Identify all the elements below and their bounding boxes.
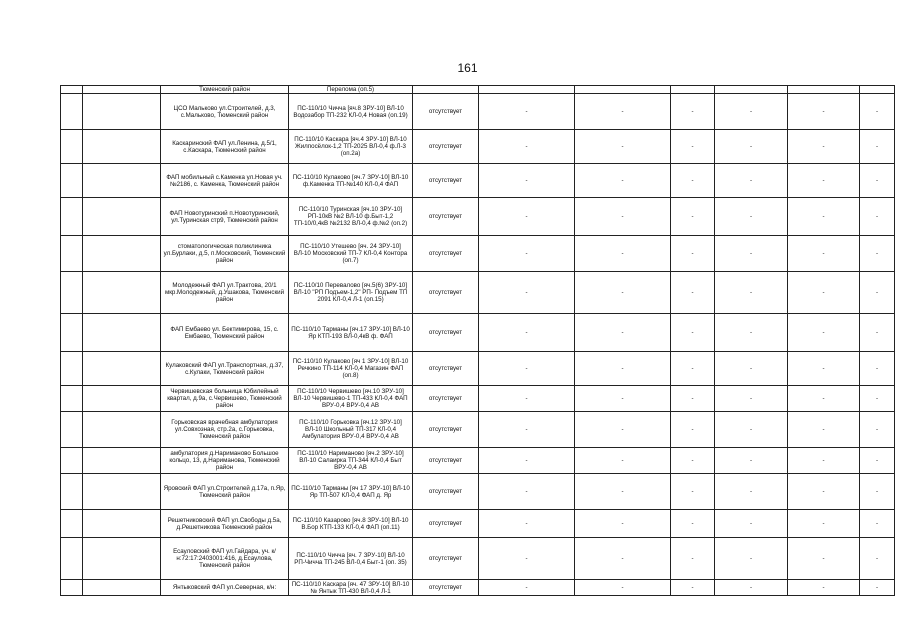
- dash-cell: -: [479, 314, 575, 352]
- status-cell: отсутствует: [413, 314, 479, 352]
- dash-cell: -: [860, 94, 895, 130]
- dash-cell: -: [860, 164, 895, 198]
- dash-cell: -: [671, 198, 715, 236]
- table-cell: [61, 236, 83, 272]
- object-cell: Есауловский ФАП ул.Гайдара, уч. к/н:72:17:2403001:416, д.Есаулова, Тюменский район: [161, 538, 289, 580]
- table-cell: [83, 474, 161, 510]
- object-cell: Кулаковский ФАП ул.Транспортная, д.37, с.Кулаки, Тюменский район: [161, 352, 289, 386]
- dash-cell: -: [575, 538, 671, 580]
- dash-cell: -: [575, 412, 671, 448]
- dash-cell: -: [788, 580, 860, 596]
- dash-cell: -: [575, 314, 671, 352]
- table-row: [61, 580, 895, 596]
- dash-cell: -: [575, 94, 671, 130]
- table-row: [61, 236, 895, 272]
- table-cell: [61, 448, 83, 474]
- dash-cell: -: [479, 198, 575, 236]
- power-source-cell: ПС-110/10 Каскара [яч.4 ЗРУ-10] ВЛ-10 Жилпосёлок-1,2 ТП-2025 ВЛ-0,4 ф.Л-3 (оп.2а): [289, 130, 413, 164]
- dash-cell: -: [575, 164, 671, 198]
- dash-cell: -: [575, 352, 671, 386]
- table-cell: [83, 314, 161, 352]
- dash-cell: -: [715, 412, 788, 448]
- dash-cell: -: [715, 198, 788, 236]
- dash-cell: -: [715, 164, 788, 198]
- power-source-cell: ПС-110/10 Чичча [яч.8 ЗРУ-10] ВЛ-10 Водозабор ТП-232 КЛ-0,4 Новая (оп.19): [289, 94, 413, 130]
- dash-cell: -: [671, 236, 715, 272]
- table-cell: [61, 474, 83, 510]
- dash-cell: -: [715, 314, 788, 352]
- dash-cell: -: [860, 448, 895, 474]
- power-source-cell: ПС-110/10 Каскара [яч. 47 ЗРУ-10] ВЛ-10 № Янтык ТП-430 ВЛ-0,4 Л-1: [289, 580, 413, 596]
- status-cell: отсутствует: [413, 272, 479, 314]
- dash-cell: -: [575, 198, 671, 236]
- dash-cell: -: [788, 538, 860, 580]
- table-row: [61, 94, 895, 130]
- dash-cell: -: [788, 412, 860, 448]
- dash-cell: -: [788, 474, 860, 510]
- table-cell: [61, 130, 83, 164]
- table-cell: [83, 352, 161, 386]
- dash-cell: -: [671, 412, 715, 448]
- object-cell: Яровский ФАП ул.Строителей д.17а, п.Яр, Тюменский район: [161, 474, 289, 510]
- dash-cell: -: [860, 236, 895, 272]
- dash-cell: -: [671, 538, 715, 580]
- table-cell: [61, 510, 83, 538]
- table-cell: [83, 164, 161, 198]
- table-row: [61, 130, 895, 164]
- table-body: [61, 86, 895, 596]
- dash-cell: -: [671, 314, 715, 352]
- dash-cell: -: [860, 538, 895, 580]
- table-cell: [83, 130, 161, 164]
- table-row: [61, 412, 895, 448]
- status-cell: отсутствует: [413, 164, 479, 198]
- dash-cell: -: [788, 386, 860, 412]
- dash-cell: -: [671, 580, 715, 596]
- dash-cell: -: [788, 314, 860, 352]
- dash-cell: -: [788, 236, 860, 272]
- object-cell: Решетниковский ФАП ул.Свободы д.5а, д.Решетникова Тюменский район: [161, 510, 289, 538]
- object-cell: ФАП Новотуринский п.Новотуринский, ул.Туринская стр9, Тюменский район: [161, 198, 289, 236]
- table-cell: [83, 94, 161, 130]
- table-row: [61, 314, 895, 352]
- table-cell: [671, 86, 715, 94]
- table-cell: [61, 580, 83, 596]
- power-source-cell: ПС-110/10 Туринская [яч.10 ЗРУ-10] РП-10кВ №2 ВЛ-10 ф.Быт-1,2 ТП-10/0,4кВ №2132 ВЛ-0,4 ф.№2 (оп.2): [289, 198, 413, 236]
- table-row: [61, 272, 895, 314]
- status-cell: отсутствует: [413, 352, 479, 386]
- table-cell: [83, 580, 161, 596]
- power-source-cell: ПС-110/10 Перевалово [яч.5(6) ЗРУ-10] ВЛ-10 "РП Подъем-1,2" РП- Подъем ТП 2091 КЛ-0,4 Л-1 (оп.15): [289, 272, 413, 314]
- object-cell: стоматологическая поликлиника ул.Бурлаки, д.5, п.Московский, Тюменский район: [161, 236, 289, 272]
- dash-cell: -: [715, 448, 788, 474]
- dash-cell: -: [860, 198, 895, 236]
- dash-cell: -: [860, 386, 895, 412]
- object-cell: Янтыковский ФАП ул.Северная, к/н:: [161, 580, 289, 596]
- dash-cell: -: [575, 130, 671, 164]
- dash-cell: -: [860, 474, 895, 510]
- dash-cell: -: [788, 352, 860, 386]
- dash-cell: -: [788, 448, 860, 474]
- dash-cell: -: [715, 272, 788, 314]
- dash-cell: -: [479, 386, 575, 412]
- dash-cell: -: [479, 130, 575, 164]
- dash-cell: -: [860, 314, 895, 352]
- status-cell: отсутствует: [413, 474, 479, 510]
- object-cell: Червишевская больница Юбилейный квартал, д.9а, с.Червишево, Тюменский район: [161, 386, 289, 412]
- table-cell: [83, 236, 161, 272]
- status-cell: отсутствует: [413, 412, 479, 448]
- power-source-cell: ПС-110/10 Тарманы [яч.17 ЗРУ-10] ВЛ-10 Яр КТП-193 ВЛ-0,4кВ ф. ФАП: [289, 314, 413, 352]
- page-number: 161: [457, 61, 478, 75]
- status-cell: отсутствует: [413, 538, 479, 580]
- dash-cell: -: [575, 580, 671, 596]
- table-cell: [61, 538, 83, 580]
- dash-cell: -: [788, 272, 860, 314]
- dash-cell: -: [671, 474, 715, 510]
- dash-cell: -: [715, 510, 788, 538]
- object-cell: Каскаринский ФАП ул.Ленина, д.5/1, с.Каскара, Тюменский район: [161, 130, 289, 164]
- dash-cell: -: [575, 236, 671, 272]
- table-row: [61, 510, 895, 538]
- dash-cell: -: [671, 352, 715, 386]
- dash-cell: -: [715, 580, 788, 596]
- dash-cell: -: [671, 130, 715, 164]
- table-cell: [83, 412, 161, 448]
- status-cell: отсутствует: [413, 580, 479, 596]
- dash-cell: -: [671, 386, 715, 412]
- power-source-cell: ПС-110/10 Утешево [яч. 24 ЗРУ-10] ВЛ-10 Московский ТП-7 КЛ-0,4 Контора (оп.7): [289, 236, 413, 272]
- table-cell: [61, 94, 83, 130]
- dash-cell: -: [788, 164, 860, 198]
- dash-cell: -: [671, 448, 715, 474]
- dash-cell: -: [860, 352, 895, 386]
- power-source-cell: ПС-110/10 Тарманы [яч 17 ЗРУ-10] ВЛ-10 Яр ТП-507 КЛ-0,4 ФАП д. Яр: [289, 474, 413, 510]
- dash-cell: -: [575, 448, 671, 474]
- dash-cell: -: [860, 130, 895, 164]
- power-source-cell: Перелома (оп.5): [289, 86, 413, 94]
- table-cell: [479, 86, 575, 94]
- dash-cell: -: [479, 510, 575, 538]
- status-cell: отсутствует: [413, 130, 479, 164]
- table-cell: [83, 198, 161, 236]
- dash-cell: -: [715, 236, 788, 272]
- dash-cell: -: [860, 510, 895, 538]
- dash-cell: -: [671, 510, 715, 538]
- table-cell: [860, 86, 895, 94]
- table-cell: [83, 448, 161, 474]
- dash-cell: -: [575, 386, 671, 412]
- power-source-cell: ПС-110/10 Кулаково [яч 1 ЗРУ-10] ВЛ-10 Речкино ТП-114 КЛ-0,4 Магазин ФАП (оп.8): [289, 352, 413, 386]
- table-row: [61, 474, 895, 510]
- dash-cell: -: [479, 164, 575, 198]
- table-cell: [575, 86, 671, 94]
- table-row: [61, 86, 895, 94]
- object-cell: ЦСО Мальково ул.Строителей, д.3, с.Мальково, Тюменский район: [161, 94, 289, 130]
- table-row: [61, 164, 895, 198]
- object-cell: ФАП мобильный с.Каменка ул.Новая уч.№2186, с. Каменка, Тюменский район: [161, 164, 289, 198]
- dash-cell: -: [671, 164, 715, 198]
- dash-cell: -: [788, 94, 860, 130]
- object-cell: ФАП Ембаево ул. Бектимирова, 15, с. Ембаево, Тюменский район: [161, 314, 289, 352]
- dash-cell: -: [671, 272, 715, 314]
- status-cell: отсутствует: [413, 94, 479, 130]
- dash-cell: -: [860, 272, 895, 314]
- dash-cell: -: [788, 198, 860, 236]
- power-source-cell: ПС-110/10 Чичча [яч. 7 ЗРУ-10] ВЛ-10 РП-Чичча ТП-245 ВЛ-0,4 Быт-1 (оп. 35): [289, 538, 413, 580]
- table-cell: [413, 86, 479, 94]
- status-cell: отсутствует: [413, 510, 479, 538]
- dash-cell: -: [479, 236, 575, 272]
- dash-cell: -: [715, 352, 788, 386]
- table-cell: [61, 272, 83, 314]
- dash-cell: -: [860, 412, 895, 448]
- table-cell: [83, 386, 161, 412]
- table-row: [61, 386, 895, 412]
- power-source-cell: ПС-110/10 Горьковка [яч.12 ЗРУ-10] ВЛ-10 Школьный ТП-317 КЛ-0,4 Амбулатория ВРУ-0,4 ВРУ-0,4 АВ: [289, 412, 413, 448]
- dash-cell: -: [575, 272, 671, 314]
- table-row: [61, 448, 895, 474]
- dash-cell: -: [575, 510, 671, 538]
- object-cell: Молодежный ФАП ул.Трактова, 20/1 мкр.Молодежный, д.Ушакова, Тюменский район: [161, 272, 289, 314]
- status-cell: отсутствует: [413, 386, 479, 412]
- table-cell: [61, 198, 83, 236]
- table-cell: [83, 538, 161, 580]
- dash-cell: -: [479, 538, 575, 580]
- dash-cell: -: [479, 580, 575, 596]
- table-cell: [61, 352, 83, 386]
- power-source-cell: ПС-110/10 Кулаково [яч.7 ЗРУ-10] ВЛ-10 ф.Каменка ТП-№140 КЛ-0,4 ФАП: [289, 164, 413, 198]
- document-table: [60, 85, 895, 596]
- dash-cell: -: [788, 130, 860, 164]
- table-cell: [83, 272, 161, 314]
- dash-cell: -: [479, 448, 575, 474]
- object-cell: амбулатория д.Нариманово Большое кольцо, 13, д.Нариманова, Тюменский район: [161, 448, 289, 474]
- table-cell: [61, 386, 83, 412]
- status-cell: отсутствует: [413, 448, 479, 474]
- dash-cell: -: [715, 474, 788, 510]
- dash-cell: -: [671, 94, 715, 130]
- dash-cell: -: [479, 412, 575, 448]
- dash-cell: -: [860, 580, 895, 596]
- table-row: [61, 352, 895, 386]
- object-cell: Горьковская врачебная амбулатория ул.Совхозная, стр.2а, с.Горьковка, Тюменский район: [161, 412, 289, 448]
- dash-cell: -: [479, 474, 575, 510]
- table-cell: [61, 314, 83, 352]
- table-cell: [788, 86, 860, 94]
- object-cell: Тюменский район: [161, 86, 289, 94]
- table-cell: [61, 86, 83, 94]
- table-cell: [83, 510, 161, 538]
- table-cell: [83, 86, 161, 94]
- dash-cell: -: [479, 94, 575, 130]
- power-source-cell: ПС-110/10 Нариманово [яч.2 ЗРУ-10] ВЛ-10 Салаирка ТП-344 КЛ-0,4 Быт ВРУ-0,4 АВ: [289, 448, 413, 474]
- power-source-cell: ПС-110/10 Червишево [яч.10 ЗРУ-10] ВЛ-10 Червишево-1 ТП-433 КЛ-0,4 ФАП ВРУ-0,4 ВРУ-0,4 АВ: [289, 386, 413, 412]
- table-cell: [715, 86, 788, 94]
- dash-cell: -: [575, 474, 671, 510]
- power-source-cell: ПС-110/10 Казарово [яч.8 ЗРУ-10] ВЛ-10 В.Бор КТП-133 КЛ-0,4 ФАП (оп.11): [289, 510, 413, 538]
- status-cell: отсутствует: [413, 198, 479, 236]
- status-cell: отсутствует: [413, 236, 479, 272]
- dash-cell: -: [479, 272, 575, 314]
- dash-cell: -: [715, 538, 788, 580]
- table-cell: [61, 412, 83, 448]
- dash-cell: -: [715, 130, 788, 164]
- dash-cell: -: [788, 510, 860, 538]
- table-cell: [61, 164, 83, 198]
- dash-cell: -: [715, 94, 788, 130]
- dash-cell: -: [715, 386, 788, 412]
- dash-cell: -: [479, 352, 575, 386]
- table-row: [61, 198, 895, 236]
- table-row: [61, 538, 895, 580]
